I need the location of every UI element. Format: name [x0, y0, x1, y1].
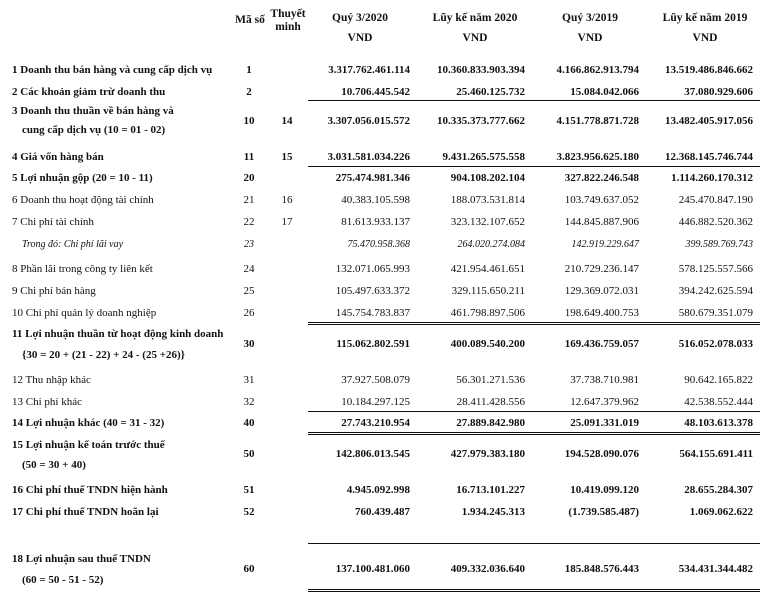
row-note: 17 — [281, 216, 293, 228]
row-label: 9 Chi phí bán hàng — [12, 285, 96, 297]
header-col3-unit: VND — [577, 32, 603, 44]
value-cell: 3.307.056.015.572 — [327, 115, 410, 127]
row-label-cont: cung cấp dịch vụ (10 = 01 - 02) — [22, 124, 166, 136]
row-code: 51 — [243, 484, 255, 496]
row-label: 17 Chi phí thuế TNDN hoãn lại — [12, 506, 159, 518]
value-cell: 25.091.331.019 — [570, 417, 639, 429]
row-label: 4 Giá vốn hàng bán — [12, 151, 104, 163]
row-label-cont: (60 = 50 - 51 - 52) — [22, 574, 104, 586]
row-code: 23 — [244, 239, 254, 250]
header-col2-unit: VND — [462, 32, 488, 44]
value-cell: 329.115.650.211 — [451, 285, 525, 297]
value-cell: 580.679.351.079 — [678, 307, 753, 319]
value-cell: 185.848.576.443 — [564, 563, 639, 575]
value-cell: 198.649.400.753 — [564, 307, 639, 319]
value-cell: 4.166.862.913.794 — [556, 64, 639, 76]
value-cell: 3.317.762.461.114 — [328, 64, 410, 76]
row-label: 8 Phần lãi trong công ty liên kết — [12, 263, 153, 275]
value-cell: 1.114.260.170.312 — [671, 172, 753, 184]
row-code: 2 — [246, 86, 252, 98]
row-label: 6 Doanh thu hoạt động tài chính — [12, 194, 154, 206]
value-cell: 327.822.246.548 — [564, 172, 639, 184]
value-cell: 103.749.637.052 — [564, 194, 639, 206]
row-code: 25 — [243, 285, 255, 297]
value-cell: 37.927.508.079 — [341, 374, 410, 386]
value-cell: 516.052.078.033 — [678, 338, 753, 350]
row-label-cont: {30 = 20 + (21 - 22) + 24 - (25 +26)} — [22, 349, 185, 361]
subtotal-rule — [308, 100, 760, 101]
value-cell: 28.411.428.556 — [456, 396, 525, 408]
value-cell: 409.332.036.640 — [450, 563, 525, 575]
value-cell: 15.084.042.066 — [570, 86, 639, 98]
value-cell: 129.369.072.031 — [564, 285, 639, 297]
row-label: 15 Lợi nhuận kế toán trước thuế — [12, 439, 165, 451]
value-cell: 142.806.013.545 — [335, 448, 410, 460]
value-cell: 421.954.461.651 — [450, 263, 525, 275]
value-cell: 427.979.383.180 — [450, 448, 525, 460]
row-code: 24 — [243, 263, 255, 275]
row-label: 18 Lợi nhuận sau thuế TNDN — [12, 553, 151, 565]
value-cell: 323.132.107.652 — [450, 216, 525, 228]
row-label: 3 Doanh thu thuần về bán hàng và — [12, 105, 174, 117]
row-code: 20 — [243, 172, 255, 184]
value-cell: 10.184.297.125 — [341, 396, 410, 408]
value-cell: 760.439.487 — [355, 506, 410, 518]
value-cell: 578.125.557.566 — [678, 263, 753, 275]
value-cell: 25.460.125.732 — [456, 86, 525, 98]
value-cell: 3.031.581.034.226 — [327, 151, 410, 163]
row-label: 10 Chi phí quản lý doanh nghiệp — [12, 307, 157, 319]
value-cell: 81.613.933.137 — [341, 216, 410, 228]
value-cell: 145.754.783.837 — [335, 307, 410, 319]
header-col4-unit: VND — [692, 32, 718, 44]
value-cell: 275.474.981.346 — [335, 172, 410, 184]
row-label: 13 Chi phí khác — [12, 396, 82, 408]
value-cell: 137.100.481.060 — [335, 563, 410, 575]
row-note: 14 — [281, 115, 293, 127]
value-cell: 16.713.101.227 — [456, 484, 525, 496]
row-label: 14 Lợi nhuận khác (40 = 31 - 32) — [12, 417, 165, 429]
value-cell: 4.945.092.998 — [346, 484, 410, 496]
value-cell: 9.431.265.575.558 — [442, 151, 525, 163]
value-cell: 28.655.284.307 — [684, 484, 753, 496]
value-cell: 132.071.065.993 — [335, 263, 410, 275]
subtotal-rule — [308, 432, 760, 435]
row-code: 32 — [243, 396, 255, 408]
value-cell: 1.934.245.313 — [461, 506, 525, 518]
subtotal-rule — [308, 322, 760, 325]
row-label: 5 Lợi nhuận gộp (20 = 10 - 11) — [12, 172, 153, 184]
value-cell: 90.642.165.822 — [684, 374, 753, 386]
row-label: 2 Các khoản giảm trừ doanh thu — [12, 86, 166, 98]
value-cell: 399.589.769.743 — [685, 239, 753, 250]
value-cell: 37.738.710.981 — [570, 374, 639, 386]
value-cell: 188.073.531.814 — [450, 194, 525, 206]
total-rule — [308, 589, 760, 592]
value-cell: 400.089.540.200 — [450, 338, 525, 350]
value-cell: 3.823.956.625.180 — [556, 151, 639, 163]
row-code: 21 — [243, 194, 255, 206]
row-code: 22 — [243, 216, 255, 228]
row-code: 31 — [243, 374, 255, 386]
value-cell: 144.845.887.906 — [564, 216, 639, 228]
value-cell: 10.706.445.542 — [341, 86, 410, 98]
value-cell: 40.383.105.598 — [341, 194, 410, 206]
value-cell: 194.528.090.076 — [564, 448, 639, 460]
value-cell: 56.301.271.536 — [456, 374, 525, 386]
value-cell: 115.062.802.591 — [336, 338, 410, 350]
value-cell: 105.497.633.372 — [335, 285, 410, 297]
row-code: 60 — [243, 563, 255, 575]
row-label: 16 Chi phí thuế TNDN hiện hành — [12, 484, 168, 496]
row-label: 12 Thu nhập khác — [12, 374, 91, 386]
value-cell: 13.519.486.846.662 — [665, 64, 753, 76]
row-label: 1 Doanh thu bán hàng và cung cấp dịch vụ — [12, 64, 213, 76]
header-col1: Quý 3/2020 — [332, 12, 388, 24]
value-cell: 446.882.520.362 — [678, 216, 753, 228]
value-cell: 564.155.691.411 — [679, 448, 753, 460]
value-cell: 210.729.236.147 — [564, 263, 639, 275]
value-cell: 169.436.759.057 — [564, 338, 639, 350]
value-cell: 42.538.552.444 — [684, 396, 753, 408]
row-code: 40 — [243, 417, 255, 429]
header-col3: Quý 3/2019 — [562, 12, 618, 24]
value-cell: 264.020.274.084 — [457, 239, 525, 250]
header-thuyet-minh: Thuyết minh — [270, 8, 306, 33]
header-col4: Lũy kế năm 2019 — [662, 12, 748, 24]
header-col2: Lũy kế năm 2020 — [432, 12, 518, 24]
header-col1-unit: VND — [347, 32, 373, 44]
row-note: 16 — [281, 194, 293, 206]
value-cell: (1.739.585.487) — [568, 506, 639, 518]
value-cell: 12.368.145.746.744 — [665, 151, 753, 163]
value-cell: 461.798.897.506 — [450, 307, 525, 319]
value-cell: 142.919.229.647 — [571, 239, 639, 250]
value-cell: 1.069.062.622 — [689, 506, 753, 518]
value-cell: 394.242.625.594 — [678, 285, 753, 297]
value-cell: 4.151.778.871.728 — [556, 115, 639, 127]
value-cell: 10.360.833.903.394 — [437, 64, 525, 76]
value-cell: 534.431.344.482 — [678, 563, 753, 575]
row-code: 11 — [243, 151, 255, 163]
header-ma-so: Mã số — [235, 14, 265, 26]
value-cell: 12.647.379.962 — [570, 396, 639, 408]
subtotal-rule — [308, 411, 760, 412]
row-code: 52 — [243, 506, 255, 518]
value-cell: 37.080.929.606 — [684, 86, 753, 98]
row-code: 30 — [243, 338, 255, 350]
value-cell: 245.470.847.190 — [678, 194, 753, 206]
value-cell: 48.103.613.378 — [684, 417, 753, 429]
value-cell: 75.470.958.368 — [347, 239, 410, 250]
value-cell: 13.482.405.917.056 — [665, 115, 753, 127]
row-label: Trong đó: Chi phí lãi vay — [22, 239, 124, 250]
row-code: 26 — [243, 307, 255, 319]
row-label-cont: (50 = 30 + 40) — [22, 459, 86, 471]
row-code: 1 — [246, 64, 252, 76]
row-note: 15 — [281, 151, 293, 163]
value-cell: 10.419.099.120 — [570, 484, 639, 496]
row-code: 50 — [243, 448, 255, 460]
value-cell: 10.335.373.777.662 — [437, 115, 525, 127]
row-code: 10 — [243, 115, 255, 127]
row-label: 11 Lợi nhuận thuần từ hoạt động kinh doanh — [12, 328, 224, 340]
row-label: 7 Chi phí tài chính — [12, 216, 94, 228]
value-cell: 27.889.842.980 — [456, 417, 525, 429]
value-cell: 27.743.210.954 — [341, 417, 410, 429]
subtotal-rule — [308, 166, 760, 167]
value-cell: 904.108.202.104 — [450, 172, 525, 184]
subtotal-rule — [308, 543, 760, 544]
